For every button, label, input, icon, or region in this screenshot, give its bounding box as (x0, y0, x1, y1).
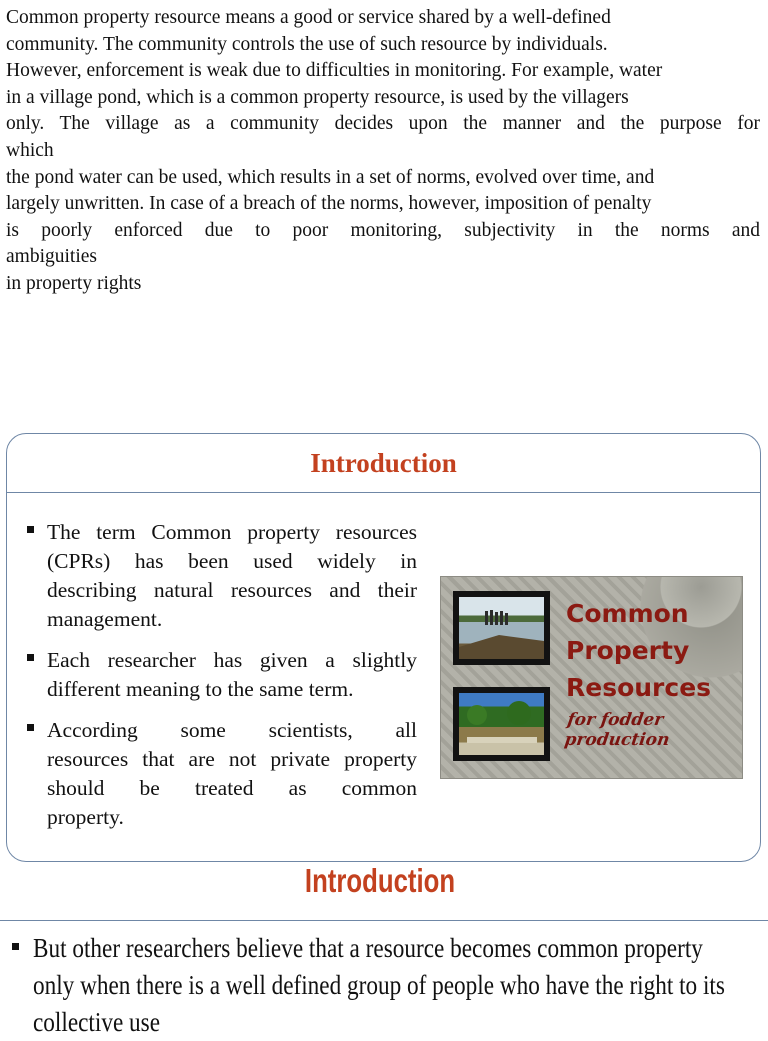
people-icon (459, 597, 544, 659)
paragraph-line: is poorly enforced due to poor monitoring, subjectivity in the norms and (6, 219, 760, 241)
paragraph-line: which (6, 139, 54, 161)
paragraph-line: only. The village as a community decides upon the manner and the purpose for (6, 113, 760, 135)
bullet-item (7, 646, 417, 704)
slide2-bullet (0, 930, 760, 1041)
bullet-line: describing natural resources and their (47, 578, 417, 602)
paragraph-line: in property rights (6, 272, 142, 294)
bullet-line: Each researcher has given a slightly (47, 648, 417, 672)
bullet-square-icon (27, 526, 34, 533)
bullet-line: resources that are not private property (47, 747, 417, 771)
paragraph-line: community. The community controls the use of such resource by individuals. (6, 33, 608, 55)
bullet-line: But other researchers believe that a resource becomes common property (33, 933, 703, 963)
cpr-heading-line: Property (566, 636, 690, 665)
cpr-heading (566, 595, 711, 706)
bullet-item (7, 518, 417, 634)
bullet-square-icon (12, 943, 19, 950)
cpr-subtitle: for fodder production (563, 710, 671, 750)
paragraph-line: in a village pond, which is a common property resource, is used by the villagers (6, 86, 629, 108)
paragraph-line: However, enforcement is weak due to difficulties in monitoring. For example, water (6, 60, 663, 82)
intro-paragraph (6, 5, 760, 298)
bullet-line: property. (47, 805, 124, 829)
bullet-item (7, 716, 417, 832)
paragraph-line: largely unwritten. In case of a breach of the norms, however, imposition of penalty (6, 193, 652, 215)
cpr-heading-line: Resources (566, 673, 712, 702)
bullet-line: (CPRs) has been used widely in (47, 549, 417, 573)
bullet-line: should be treated as common (47, 776, 417, 800)
cpr-image (440, 576, 743, 779)
fields-photo (453, 687, 550, 761)
bullet-square-icon (27, 724, 34, 731)
cpr-heading-line: Common (566, 599, 689, 628)
bullet-line: collective use (33, 1007, 161, 1037)
paragraph-line: the pond water can be used, which results in a set of norms, evolved over time, and (6, 166, 655, 188)
bullet-square-icon (27, 654, 34, 661)
slide2-title: Introduction (304, 862, 456, 899)
bullet-line: management. (47, 607, 163, 631)
bullet-line: According some scientists, all (47, 718, 417, 742)
slide2-divider (0, 920, 768, 921)
pond-photo (453, 591, 550, 665)
slide-title: Introduction (310, 448, 457, 478)
bullet-line: only when there is a well defined group of people who have the right to its (33, 970, 725, 1000)
paragraph-line: Common property resource means a good or service shared by a well-defined (6, 7, 611, 28)
slide-introduction (6, 433, 761, 862)
bullet-list (7, 518, 417, 844)
paragraph-line: ambiguities (6, 246, 97, 268)
bullet-line: different meaning to the same term. (47, 677, 354, 701)
vegetation-icon (459, 693, 544, 755)
title-divider (7, 492, 760, 493)
bullet-line: The term Common property resources (47, 520, 417, 544)
